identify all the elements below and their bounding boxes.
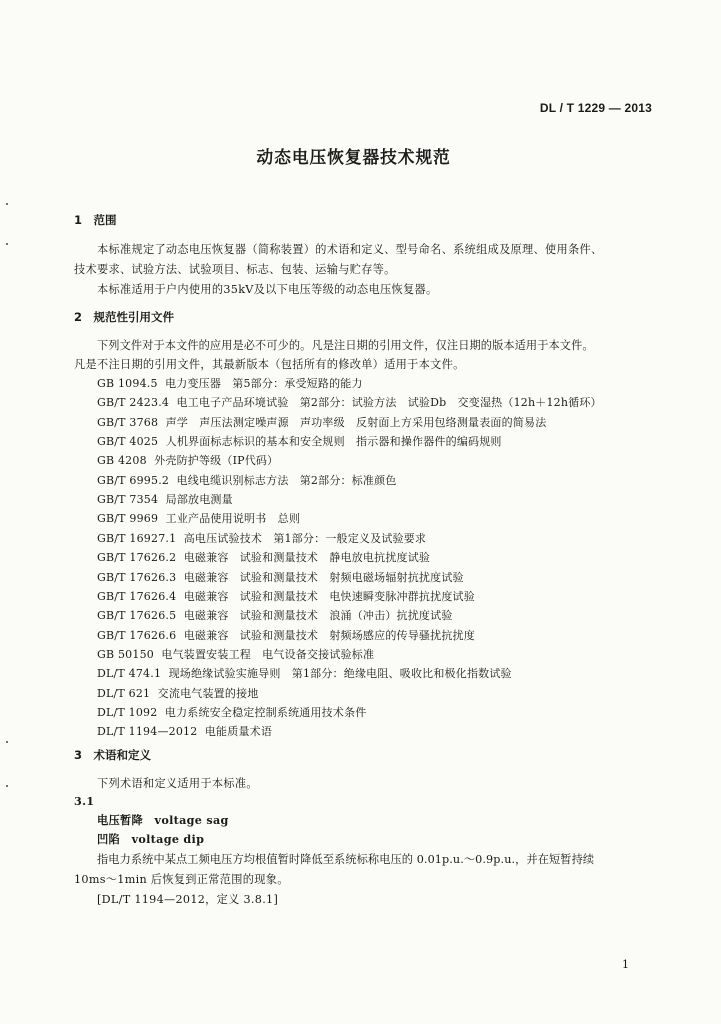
reference-title: 电气装置安装工程 电气设备交接试验标准	[161, 647, 375, 661]
reference-code: GB/T 9969	[97, 512, 159, 526]
scan-speck	[6, 785, 8, 787]
reference-code: GB/T 7354	[97, 493, 159, 507]
reference-item	[97, 510, 300, 526]
reference-item	[97, 394, 602, 410]
reference-title: 现场绝缘试验实施导则 第1部分：绝缘电阻、吸收比和极化指数试验	[168, 667, 512, 681]
reference-title: 电工电子产品环境试验 第2部分：试验方法 试验Db 交变湿热（12h＋12h循环）	[176, 396, 602, 410]
reference-title: 电线电缆识别标志方法 第2部分：标准颜色	[176, 473, 397, 487]
reference-item	[97, 433, 502, 449]
reference-title: 人机界面标志标识的基本和安全规则 指示器和操作器件的编码规则	[165, 435, 502, 449]
reference-item	[97, 588, 475, 604]
scan-speck	[6, 741, 8, 743]
reference-title: 电磁兼容 试验和测量技术 电快速瞬变脉冲群抗扰度试验	[183, 589, 475, 603]
reference-item	[97, 607, 453, 623]
reference-item	[97, 414, 546, 430]
reference-item	[97, 472, 397, 488]
section-3-heading: 3 术语和定义	[74, 748, 152, 762]
definition-source: [DL/T 1194—2012，定义 3.8.1]	[97, 893, 279, 906]
term-2-en: voltage dip	[131, 832, 205, 846]
page-title: 动态电压恢复器技术规范	[256, 148, 451, 168]
reference-code: GB/T 17626.6	[97, 628, 177, 642]
reference-item	[97, 723, 272, 739]
section-2-intro-line2: 凡是不注日期的引用文件，其最新版本（包括所有的修改单）适用于本文件。	[74, 358, 465, 371]
section-1-para2: 本标准适用于户内使用的35kV及以下电压等级的动态电压恢复器。	[97, 283, 438, 296]
reference-title: 电能质量术语	[204, 725, 273, 739]
reference-item	[97, 549, 430, 565]
reference-code: DL/T 621	[97, 686, 151, 700]
reference-title: 电力变压器 第5部分：承受短路的能力	[165, 377, 363, 390]
reference-title: 交流电气装置的接地	[157, 686, 259, 700]
reference-title: 声学 声压法测定噪声源 声功率级 反射面上方采用包络测量表面的简易法	[165, 415, 547, 429]
standard-number: DL / T 1229 — 2013	[539, 101, 652, 115]
reference-item	[97, 646, 374, 662]
reference-code: GB 4208	[97, 454, 147, 468]
reference-title: 电力系统安全稳定控制系统通用技术条件	[164, 705, 367, 719]
reference-title: 电磁兼容 试验和测量技术 射频场感应的传导骚扰抗扰度	[183, 628, 475, 642]
definition-line2: 10ms～1min 后恢复到正常范围的现象。	[74, 873, 289, 886]
reference-code: GB/T 4025	[97, 435, 159, 449]
reference-title: 局部放电测量	[165, 493, 233, 507]
reference-item	[97, 685, 258, 701]
reference-code: GB/T 17626.4	[97, 589, 177, 603]
term-1	[97, 812, 229, 828]
term-2-cn: 凹陷	[97, 832, 120, 846]
reference-code: GB 50150	[97, 647, 154, 661]
reference-code: GB/T 3768	[97, 415, 159, 429]
reference-title: 外壳防护等级（IP代码）	[154, 454, 279, 468]
reference-title: 工业产品使用说明书 总则	[165, 512, 301, 526]
section-1-para1-line1: 本标准规定了动态电压恢复器（简称装置）的术语和定义、型号命名、系统组成及原理、使用条件、	[97, 243, 603, 256]
definition-line1: 指电力系统中某点工频电压方均根值暂时降低至系统标称电压的 0.01p.u.～0.9p.u.，并在短暂持续	[97, 853, 595, 866]
term-2	[97, 831, 204, 847]
reference-code: DL/T 1092	[97, 705, 158, 719]
reference-item	[97, 665, 512, 681]
scan-speck	[6, 243, 8, 245]
clause-number: 3.1	[74, 794, 95, 808]
reference-item	[97, 375, 363, 391]
reference-code: GB/T 17626.3	[97, 570, 177, 584]
reference-item	[97, 530, 426, 546]
term-1-en: voltage sag	[154, 813, 229, 827]
reference-code: GB/T 17626.5	[97, 609, 177, 623]
reference-item	[97, 491, 233, 507]
section-1-heading: 1 范围	[74, 213, 117, 227]
reference-title: 高电压试验技术 第1部分：一般定义及试验要求	[183, 531, 427, 545]
reference-code: GB/T 6995.2	[97, 473, 170, 487]
reference-code: GB/T 16927.1	[97, 531, 177, 545]
reference-item	[97, 452, 278, 468]
reference-item	[97, 569, 464, 585]
section-3-intro: 下列术语和定义适用于本标准。	[97, 777, 258, 790]
reference-code: GB/T 17626.2	[97, 551, 177, 565]
reference-code: GB/T 2423.4	[97, 396, 170, 410]
reference-item	[97, 627, 475, 643]
scan-speck	[6, 203, 8, 205]
reference-code: DL/T 1194—2012	[97, 725, 198, 739]
page-number: 1	[622, 958, 629, 971]
reference-code: DL/T 474.1	[97, 667, 162, 681]
section-2-intro-line1: 下列文件对于本文件的应用是必不可少的。凡是注日期的引用文件，仅注日期的版本适用于本文件。	[97, 339, 594, 352]
term-1-cn: 电压暂降	[97, 813, 143, 827]
reference-title: 电磁兼容 试验和测量技术 射频电磁场辐射抗扰度试验	[183, 570, 464, 584]
reference-item	[97, 704, 366, 720]
reference-title: 电磁兼容 试验和测量技术 静电放电抗扰度试验	[183, 551, 431, 565]
reference-code: GB 1094.5	[97, 377, 158, 390]
section-2-heading: 2 规范性引用文件	[74, 310, 175, 324]
section-1-para1-line2: 技术要求、试验方法、试验项目、标志、包装、运输与贮存等。	[74, 263, 396, 276]
reference-title: 电磁兼容 试验和测量技术 浪涌（冲击）抗扰度试验	[183, 609, 453, 623]
